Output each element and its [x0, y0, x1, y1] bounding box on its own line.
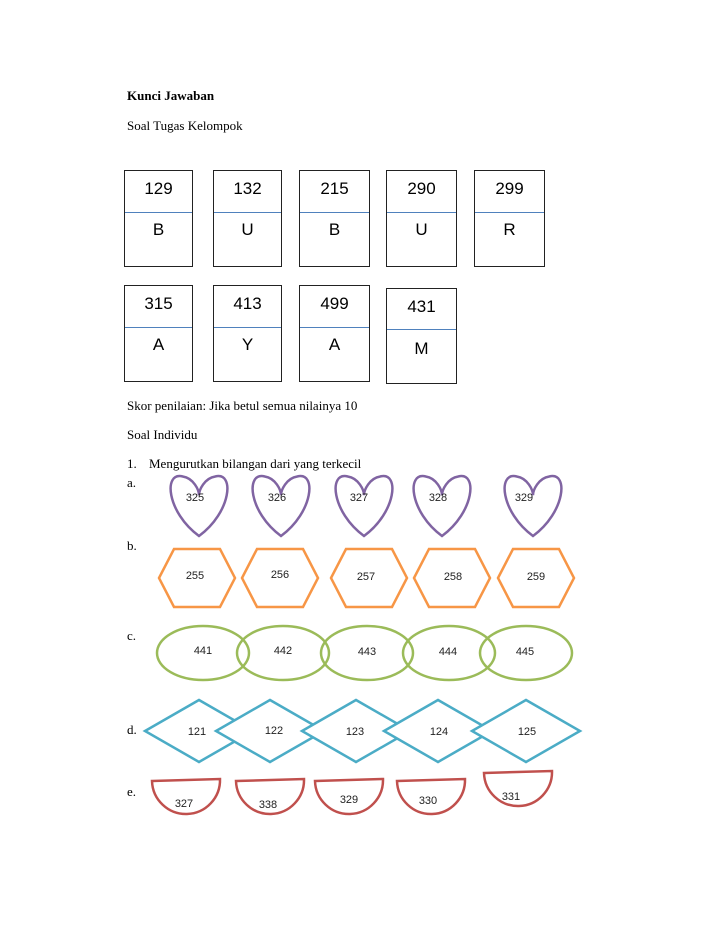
- heart-shape: [253, 476, 310, 536]
- heart-outline: [171, 476, 228, 536]
- ellipse-shape: [157, 626, 249, 680]
- card-letter: A: [328, 335, 341, 354]
- shape-value: 325: [185, 492, 205, 504]
- card-letter: B: [152, 220, 165, 239]
- shape-value: 442: [273, 645, 293, 657]
- row-label-b: b.: [127, 538, 137, 553]
- shape-value: 327: [349, 492, 369, 504]
- card-letter: U: [241, 220, 254, 239]
- shape-value: 124: [429, 726, 449, 738]
- card-letter: A: [152, 335, 165, 354]
- heart-shape: [505, 476, 562, 536]
- heart-shape: [171, 476, 228, 536]
- hexagon-shape: [331, 549, 407, 607]
- ellipse-shape: [237, 626, 329, 680]
- card-number: 299: [495, 179, 524, 198]
- question-text: Mengurutkan bilangan dari yang terkecil: [149, 456, 362, 471]
- shape-value: 122: [264, 725, 284, 737]
- shape-value: 123: [345, 726, 365, 738]
- shape-value: 121: [187, 726, 207, 738]
- individual-section-title: Soal Individu: [127, 427, 198, 442]
- shape-value: 330: [418, 795, 438, 807]
- heart-shape: [414, 476, 471, 536]
- row-label-d: d.: [127, 722, 137, 737]
- card-letter: B: [328, 220, 341, 239]
- half-circle-shape: [315, 779, 383, 814]
- shape-value: 329: [339, 794, 359, 806]
- half-circle-shape: [236, 779, 304, 814]
- shape-value: 338: [258, 799, 278, 811]
- row-label-c: c.: [127, 628, 137, 643]
- shape-value: 445: [515, 646, 535, 658]
- heart-outline: [414, 476, 471, 536]
- card-letter: U: [415, 220, 428, 239]
- shape-value: 258: [443, 571, 463, 583]
- half-circle-shape: [152, 779, 220, 814]
- shape-value: 326: [267, 492, 287, 504]
- card-letter: Y: [241, 335, 254, 354]
- hexagon-shape: [414, 549, 490, 607]
- card-letter: R: [503, 220, 516, 239]
- card-number: 129: [144, 179, 173, 198]
- hexagon-shape: [242, 549, 318, 607]
- card-number: 499: [320, 294, 349, 313]
- card-number: 431: [407, 297, 436, 316]
- page-title: Kunci Jawaban: [127, 88, 215, 103]
- shape-value: 441: [193, 645, 213, 657]
- scoring-note: Skor penilaian: Jika betul semua nilainya 10: [127, 398, 358, 413]
- card-number: 413: [233, 294, 262, 313]
- row-label-a: a.: [127, 475, 137, 490]
- card-number: 290: [407, 179, 436, 198]
- ellipse-shape: [321, 626, 413, 680]
- shape-value: 257: [356, 571, 376, 583]
- diamond-shape: [472, 700, 580, 762]
- shape-value: 329: [514, 492, 534, 504]
- shape-value: 256: [270, 569, 290, 581]
- shape-value: 444: [438, 646, 458, 658]
- heart-outline: [253, 476, 310, 536]
- card-number: 215: [320, 179, 349, 198]
- heart-shape: [336, 476, 393, 536]
- shape-value: 331: [501, 791, 521, 803]
- section-subtitle: Soal Tugas Kelompok: [127, 118, 243, 133]
- hexagon-shape: [498, 549, 574, 607]
- shape-value: 327: [174, 798, 194, 810]
- row-label-e: e.: [127, 784, 137, 799]
- heart-outline: [336, 476, 393, 536]
- shape-value: 259: [526, 571, 546, 583]
- heart-outline: [505, 476, 562, 536]
- half-circle-shape: [397, 779, 465, 814]
- card-letter: M: [414, 339, 429, 358]
- card-number: 132: [233, 179, 262, 198]
- card-number: 315: [144, 294, 173, 313]
- shape-value: 255: [185, 570, 205, 582]
- half-circle-shape: [484, 771, 552, 806]
- hexagon-shape: [159, 549, 235, 607]
- question-number: 1.: [127, 456, 137, 471]
- shape-value: 443: [357, 646, 377, 658]
- shape-value: 328: [428, 492, 448, 504]
- shape-value: 125: [517, 726, 537, 738]
